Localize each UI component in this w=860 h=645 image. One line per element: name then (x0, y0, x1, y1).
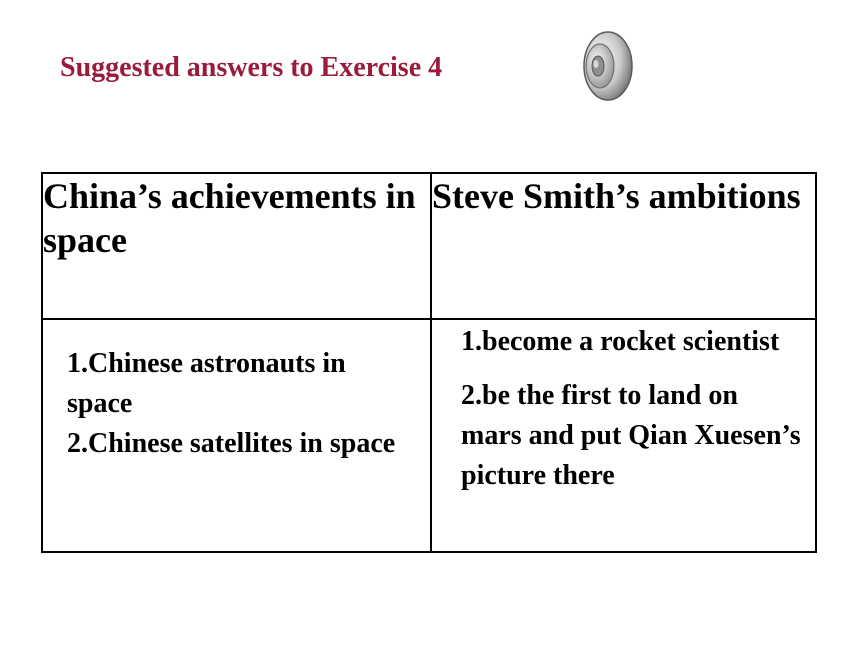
list-item: 1.Chinese astronauts in space (67, 348, 346, 419)
list-item: 2.be the first to land on mars and put Qian Xuesen’s picture there (461, 380, 801, 491)
page-title: Suggested answers to Exercise 4 (60, 52, 443, 83)
table-header-row (42, 173, 816, 319)
header-ambitions: Steve Smith’s ambitions (431, 173, 816, 319)
table-row (42, 319, 816, 552)
answers-table (41, 172, 817, 553)
ambitions-list (461, 322, 801, 496)
list-item: 1.become a rocket scientist (461, 326, 780, 357)
speaker-icon[interactable] (578, 30, 636, 102)
ambitions-cell (431, 319, 816, 552)
header-achievements: China’s achievements in space (42, 173, 431, 319)
achievements-cell (42, 319, 431, 552)
list-item: 2.Chinese satellites in space (67, 428, 396, 459)
achievements-list (67, 344, 417, 464)
